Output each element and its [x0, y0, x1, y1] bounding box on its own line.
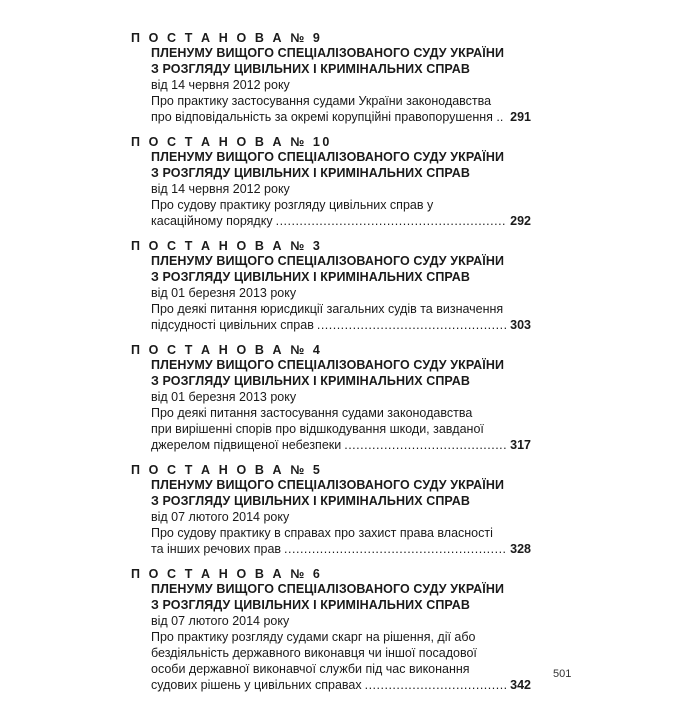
page-reference[interactable]: 291	[510, 110, 531, 124]
court-name-line: ПЛЕНУМУ ВИЩОГО СПЕЦІАЛІЗОВАНОГО СУДУ УКРАЇНИ	[151, 478, 505, 492]
title-line: при вирішенні спорів про відшкодування шкоди, завданої	[151, 422, 484, 436]
title-line: про відповідальність за окремі корупційні правопорушення ..	[151, 110, 504, 124]
resolution-title	[151, 525, 531, 557]
title-last-line	[151, 677, 531, 693]
dot-leader	[284, 541, 507, 557]
title-line: судових рішень у цивільних справах	[151, 678, 362, 692]
entry-body	[151, 150, 531, 229]
title-line: Про судову практику в справах про захист права власності	[151, 526, 493, 540]
toc-entry	[131, 30, 531, 125]
court-name-line: З РОЗГЛЯДУ ЦИВІЛЬНИХ І КРИМІНАЛЬНИХ СПРАВ	[151, 269, 471, 284]
resolution-date: від 14 червня 2012 року	[151, 78, 290, 92]
title-line: Про судову практику розгляду цивільних справ у	[151, 198, 434, 212]
resolution-heading: П О С Т А Н О В А № 10	[131, 135, 332, 149]
title-line: Про деякі питання юрисдикції загальних судів та визначення	[151, 302, 504, 316]
resolution-title	[151, 629, 531, 693]
court-name-line: ПЛЕНУМУ ВИЩОГО СПЕЦІАЛІЗОВАНОГО СУДУ УКРАЇНИ	[151, 358, 505, 372]
court-name-line: З РОЗГЛЯДУ ЦИВІЛЬНИХ І КРИМІНАЛЬНИХ СПРАВ	[151, 373, 471, 388]
resolution-heading: П О С Т А Н О В А № 3	[131, 239, 323, 253]
resolution-date: від 14 червня 2012 року	[151, 182, 290, 196]
resolution-title	[151, 197, 531, 229]
resolution-date: від 01 березня 2013 року	[151, 286, 297, 300]
toc-entry	[131, 238, 531, 333]
dot-leader	[317, 317, 507, 333]
dot-leader	[344, 437, 507, 453]
toc-entry	[131, 566, 531, 693]
court-name-line: З РОЗГЛЯДУ ЦИВІЛЬНИХ І КРИМІНАЛЬНИХ СПРАВ	[151, 61, 471, 76]
title-line: Про практику застосування судами України законодавства	[151, 94, 492, 108]
resolution-date: від 07 лютого 2014 року	[151, 510, 290, 524]
page-reference[interactable]: 317	[510, 438, 531, 452]
title-line: касаційному порядку	[151, 214, 273, 228]
entry-body	[151, 358, 531, 453]
page-reference[interactable]: 292	[510, 214, 531, 228]
title-line: бездіяльність державного виконавця чи іншої посадової	[151, 646, 477, 660]
title-line: Про практику розгляду судами скарг на рішення, дії або	[151, 630, 476, 644]
title-line: Про деякі питання застосування судами законодавства	[151, 406, 473, 420]
resolution-title	[151, 301, 531, 333]
toc-entry	[131, 342, 531, 453]
page-reference[interactable]: 303	[510, 318, 531, 332]
resolution-date: від 01 березня 2013 року	[151, 390, 297, 404]
title-line: підсудності цивільних справ	[151, 318, 314, 332]
entry-body	[151, 254, 531, 333]
court-name-line: З РОЗГЛЯДУ ЦИВІЛЬНИХ І КРИМІНАЛЬНИХ СПРАВ	[151, 493, 471, 508]
dot-leader	[276, 213, 508, 229]
resolution-heading: П О С Т А Н О В А № 4	[131, 343, 323, 357]
resolution-heading: П О С Т А Н О В А № 6	[131, 567, 323, 581]
court-name-line: З РОЗГЛЯДУ ЦИВІЛЬНИХ І КРИМІНАЛЬНИХ СПРАВ	[151, 597, 471, 612]
title-line: джерелом підвищеної небезпеки	[151, 438, 342, 452]
court-name-line: З РОЗГЛЯДУ ЦИВІЛЬНИХ І КРИМІНАЛЬНИХ СПРАВ	[151, 165, 471, 180]
table-of-contents	[131, 30, 531, 702]
resolution-title	[151, 405, 531, 453]
entry-body	[151, 582, 531, 693]
dot-leader	[365, 677, 508, 693]
title-last-line	[151, 541, 531, 557]
entry-body	[151, 478, 531, 557]
court-name-line: ПЛЕНУМУ ВИЩОГО СПЕЦІАЛІЗОВАНОГО СУДУ УКРАЇНИ	[151, 150, 505, 164]
title-line: та інших речових прав	[151, 542, 282, 556]
resolution-date: від 07 лютого 2014 року	[151, 614, 290, 628]
resolution-heading: П О С Т А Н О В А № 9	[131, 31, 323, 45]
dot-leader	[506, 109, 507, 125]
page-reference[interactable]: 342	[510, 678, 531, 692]
title-last-line	[151, 317, 531, 333]
entry-body	[151, 46, 531, 125]
title-last-line	[151, 437, 531, 453]
resolution-heading: П О С Т А Н О В А № 5	[131, 463, 323, 477]
toc-entry	[131, 134, 531, 229]
toc-entry	[131, 462, 531, 557]
resolution-title	[151, 93, 531, 125]
title-last-line	[151, 109, 531, 125]
page-reference[interactable]: 328	[510, 542, 531, 556]
court-name-line: ПЛЕНУМУ ВИЩОГО СПЕЦІАЛІЗОВАНОГО СУДУ УКРАЇНИ	[151, 582, 505, 596]
court-name-line: ПЛЕНУМУ ВИЩОГО СПЕЦІАЛІЗОВАНОГО СУДУ УКРАЇНИ	[151, 46, 505, 60]
court-name-line: ПЛЕНУМУ ВИЩОГО СПЕЦІАЛІЗОВАНОГО СУДУ УКРАЇНИ	[151, 254, 505, 268]
title-line: особи державної виконавчої служби під час виконання	[151, 662, 470, 676]
title-last-line	[151, 213, 531, 229]
page-number: 501	[553, 668, 572, 680]
